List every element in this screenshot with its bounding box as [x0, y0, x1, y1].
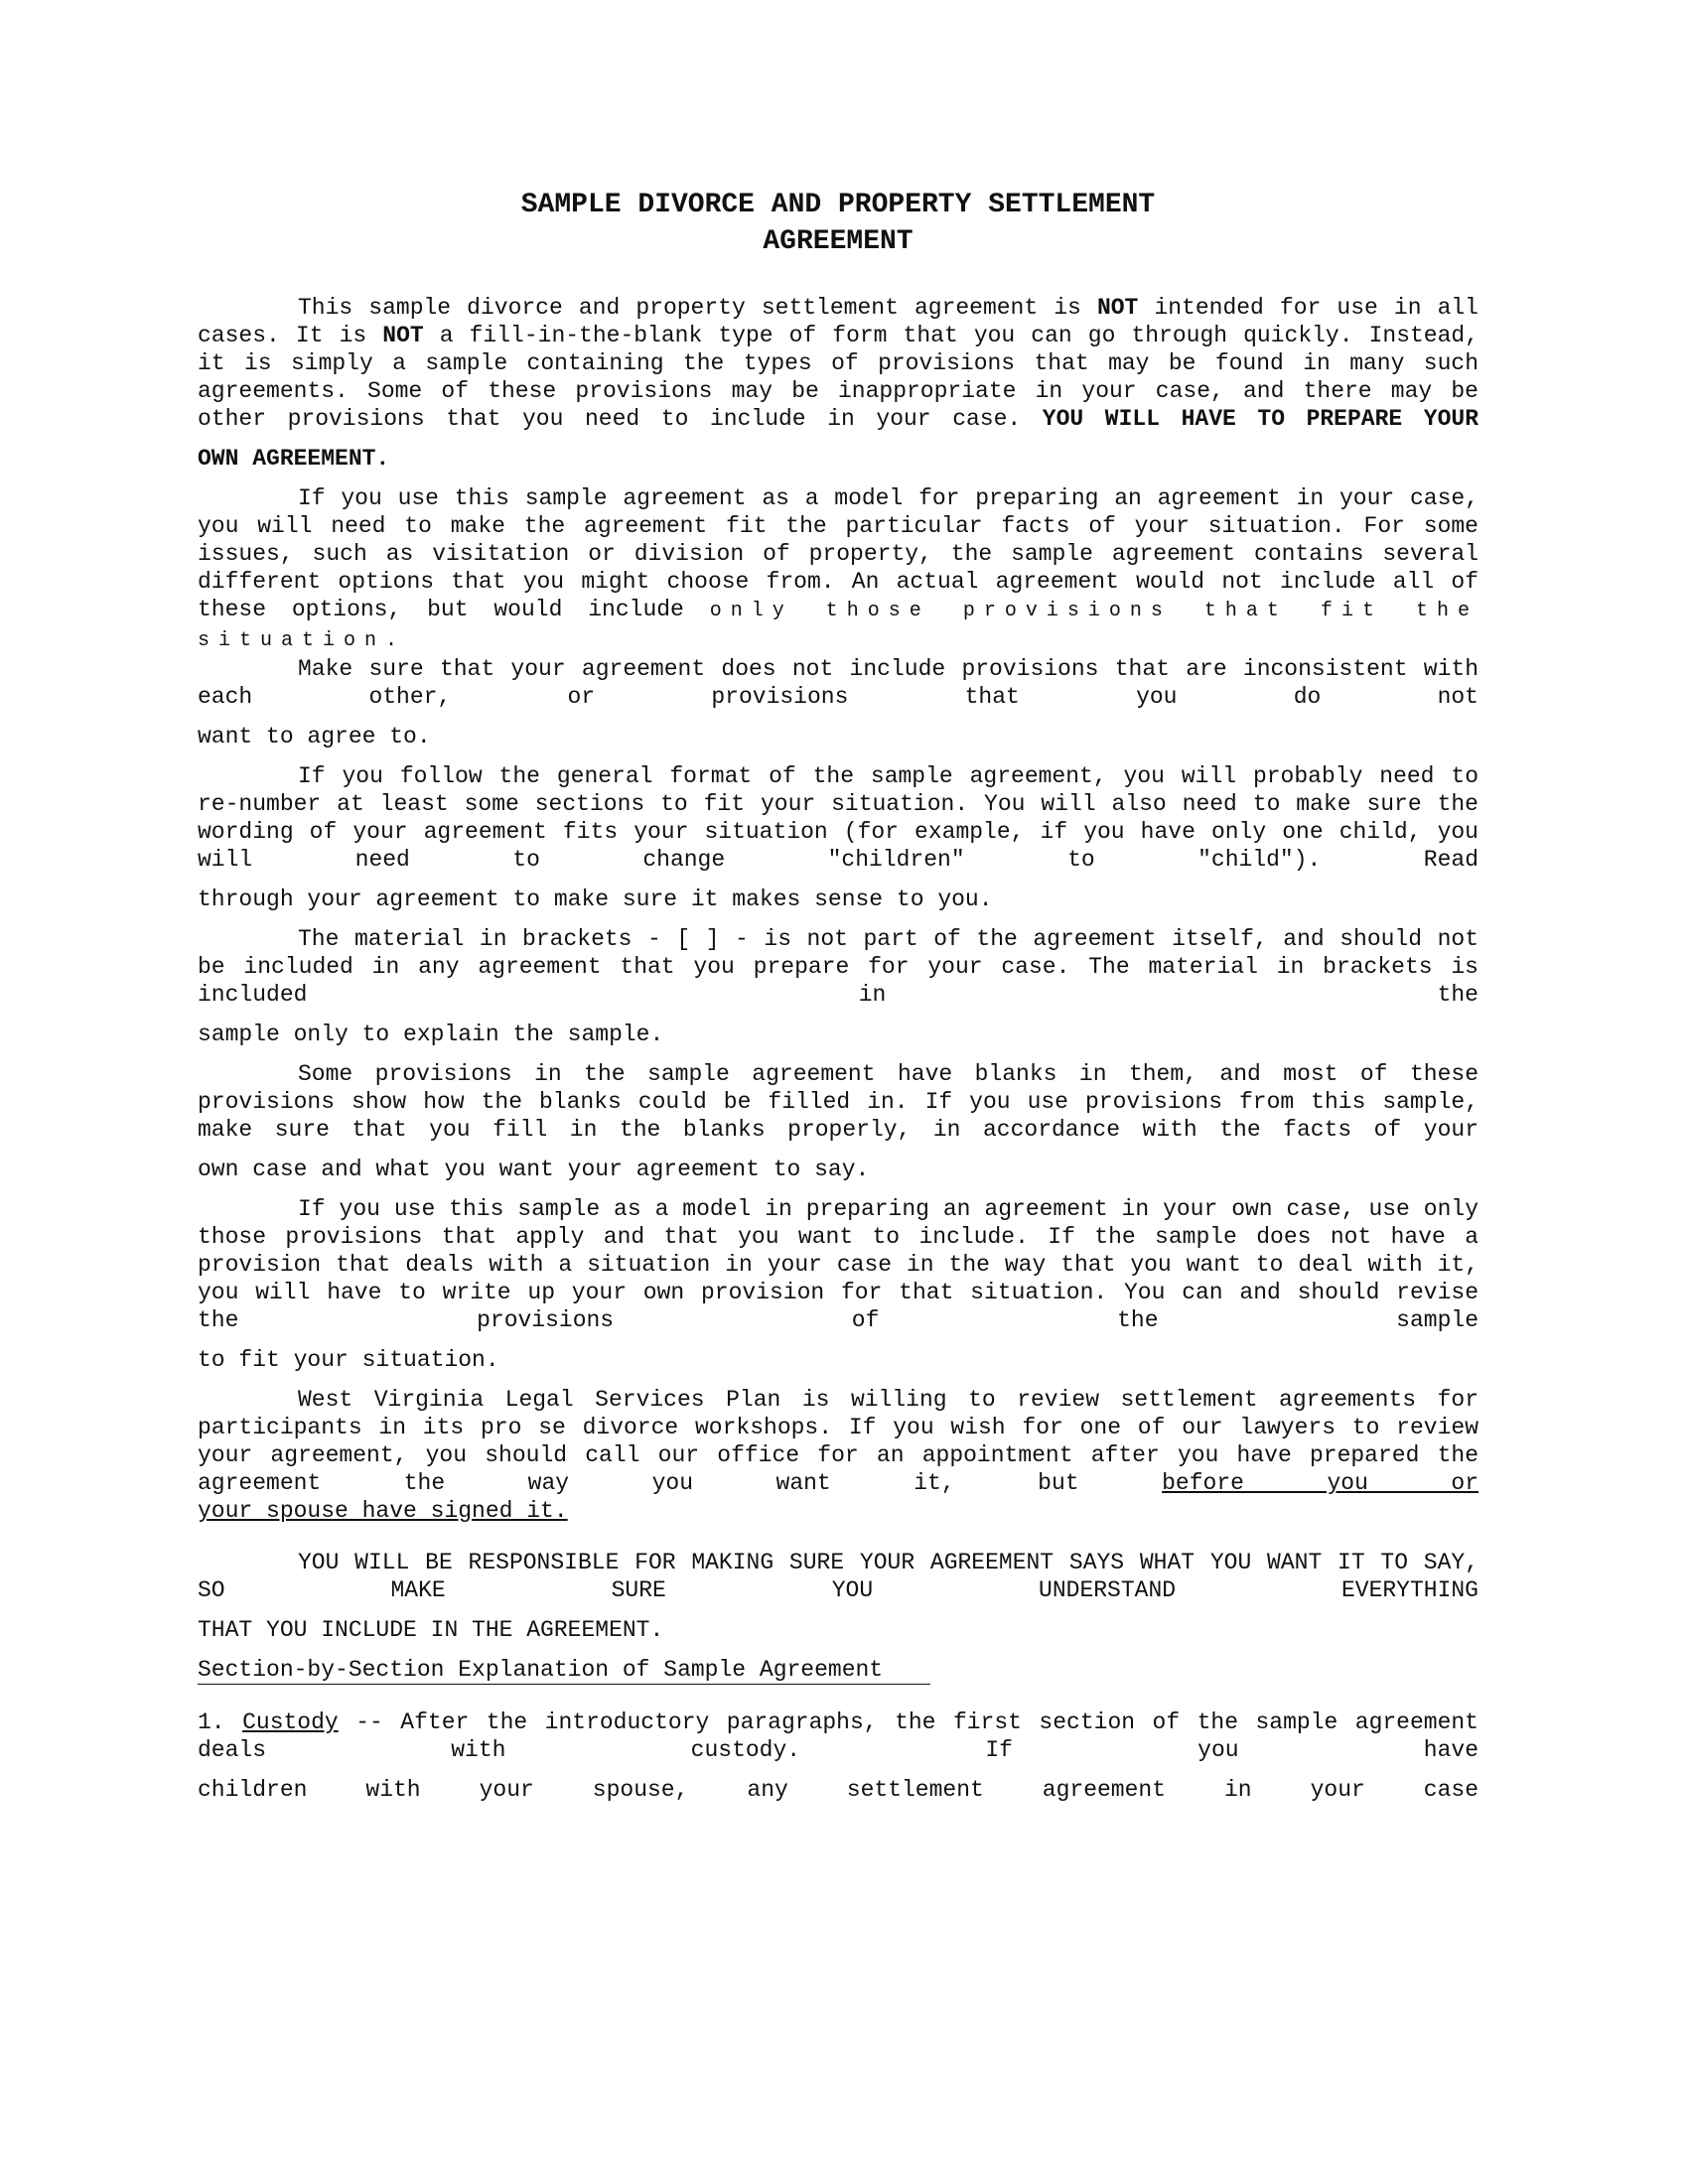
title-line-1: SAMPLE DIVORCE AND PROPERTY SETTLEMENT	[520, 190, 1156, 220]
intro-not-1: NOT	[1096, 295, 1139, 321]
intro-text-1: This sample divorce and property settlement agreement is	[298, 295, 1081, 321]
responsibility-end: THAT YOU INCLUDE IN THE AGREEMENT.	[198, 1617, 664, 1643]
intro-bold-end	[198, 445, 1478, 473]
model-small-text: only those provisions that fit the situation.	[198, 600, 1479, 652]
format-paragraph	[198, 762, 1478, 874]
responsibility-text: YOU WILL BE RESPONSIBLE FOR MAKING SURE YOUR AGREEMENT SAYS WHAT YOU WANT IT TO SAY, SO MAKE SURE YOU UNDERSTAND EVERYTHING	[198, 1550, 1478, 1603]
custody-text: After the introductory paragraphs, the first section of the sample agreement deals with custody. If you have	[198, 1709, 1478, 1763]
format-text: If you follow the general format of the sample agreement, you will probably need to re-number at least some sections to fit your situation. You will also need to make sure the wording of your agreement fits your situation (for example, if you have only one child, you will need to change "children" to "child"). Read	[198, 763, 1478, 873]
own-agreement-text: OWN AGREEMENT.	[198, 446, 390, 472]
responsibility-paragraph	[198, 1549, 1478, 1604]
blanks-text: Some provisions in the sample agreement have blanks in them, and most of these provisions show how the blanks could be filled in. If you use provisions from this sample, make sure that you fill in the blanks properly, in accordance with the facts of your	[198, 1061, 1478, 1143]
intro-text-2: intended for use in all cases.	[198, 295, 1478, 348]
section-heading: Section-by-Section Explanation of Sample Agreement	[198, 1656, 930, 1685]
review-underline-1: before you or	[1162, 1470, 1478, 1496]
consistency-text: Make sure that your agreement does not include provisions that are inconsistent with each other, or provisions that you do not	[198, 656, 1478, 710]
review-paragraph	[198, 1386, 1478, 1497]
title-line-2: AGREEMENT	[763, 226, 914, 257]
document-body	[198, 187, 1478, 1804]
custody-end: children with your spouse, any settlement agreement in your case	[198, 1777, 1478, 1803]
custody-title: Custody	[242, 1709, 339, 1735]
review-underline-2: your spouse have signed it.	[198, 1498, 568, 1524]
custody-paragraph	[198, 1708, 1478, 1764]
custody-number: 1.	[198, 1709, 225, 1735]
blanks-end: own case and what you want your agreement to say.	[198, 1157, 870, 1182]
intro-text-3: It is	[295, 323, 367, 348]
review-text: West Virginia Legal Services Plan is willing to review settlement agreements for participants in its pro se divorce workshops. If you wish for one of our lawyers to review your agreement, you should call our office for an appointment after you have prepared the agreement the way you want it, but	[198, 1387, 1478, 1496]
intro-bold-warning: YOU WILL HAVE TO PREPARE YOUR	[1042, 406, 1478, 432]
document-title	[198, 187, 1478, 260]
blanks-paragraph	[198, 1060, 1478, 1144]
intro-text-4: a fill-in-the-blank type of form that you can go through quickly. Instead, it is simply a sample containing the types of provisions that may be found in many such agreements. Some of these provisions may be inappropriate in your case, and there may be other provisions that you need to include in your case.	[198, 323, 1479, 432]
brackets-paragraph	[198, 925, 1478, 1009]
model-text: If you use this sample agreement as a model for preparing an agreement in your case, you will need to make the agreement fit the particular facts of your situation. For some issues, such as visitation or division of property, the sample agreement contains several different options that you might choose from. An actual agreement would not include all of these options, but would include	[198, 485, 1478, 622]
brackets-end: sample only to explain the sample.	[198, 1022, 664, 1047]
consistency-paragraph	[198, 655, 1478, 711]
consistency-end: want to agree to.	[198, 724, 431, 750]
custody-dash: --	[355, 1709, 383, 1735]
intro-paragraph	[198, 294, 1478, 433]
model-paragraph	[198, 484, 1478, 655]
intro-not-2: NOT	[382, 323, 424, 348]
own-provision-end: to fit your situation.	[198, 1347, 499, 1373]
review-end	[198, 1497, 1478, 1525]
brackets-text: The material in brackets - [ ] - is not part of the agreement itself, and should not be included in any agreement that you prepare for your case. The material in brackets is included in the	[198, 926, 1478, 1008]
own-provision-text: If you use this sample as a model in preparing an agreement in your own case, use only those provisions that apply and that you want to include. If the sample does not have a provision that deals with a situation in your case in the way that you want to deal with it, you will have to write up your own provision for that situation. You can and should revise the provisions of the sample	[198, 1196, 1478, 1333]
format-end: through your agreement to make sure it makes sense to you.	[198, 887, 993, 912]
own-provision-paragraph	[198, 1195, 1478, 1334]
